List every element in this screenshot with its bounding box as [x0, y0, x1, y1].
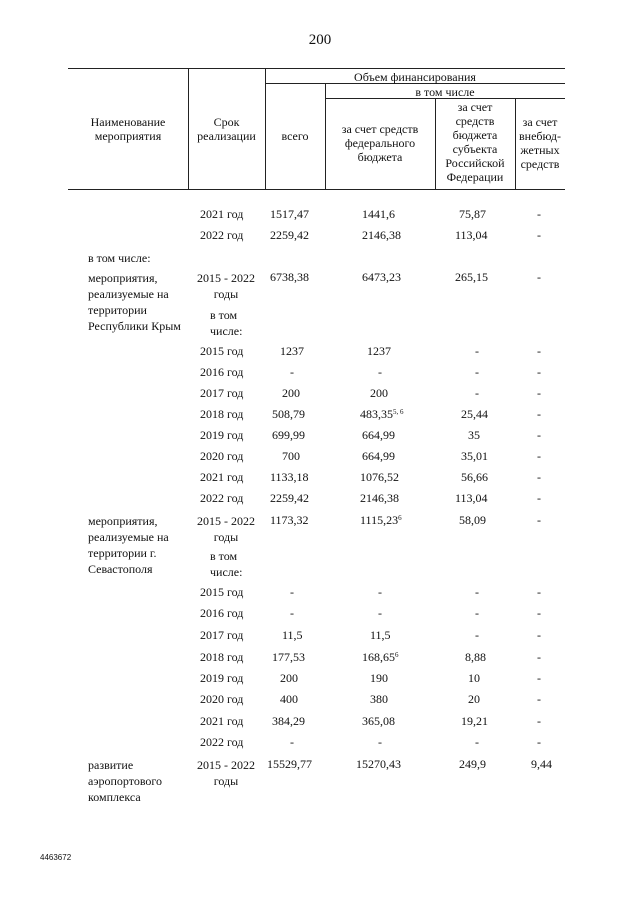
cell-federal [362, 650, 399, 665]
cell-extra: 9,44 [531, 757, 552, 771]
cell-extra: - [537, 650, 541, 664]
document-id: 4463672 [40, 853, 72, 862]
cell-extra: - [537, 365, 541, 379]
cell-federal: - [378, 365, 382, 379]
header-subject: за счет средств бюджета субъекта Российской Федерации [445, 100, 505, 184]
cell-period: 2022 год [200, 735, 244, 749]
cell-total: 2259,42 [270, 228, 309, 242]
cell-total: 1237 [280, 344, 304, 358]
cell-period: 2016 год [200, 365, 244, 379]
cell-total: 2259,42 [270, 491, 309, 505]
cell-subject: 19,21 [461, 714, 488, 728]
cell-total: 1133,18 [270, 470, 309, 484]
cell-extra: - [537, 228, 541, 242]
cell-period: 2022 год [200, 228, 244, 242]
cell-total: - [290, 735, 294, 749]
federal-value: 1115,23 [360, 513, 399, 527]
cell-subject: 8,88 [465, 650, 486, 664]
header-including: в том числе [415, 85, 475, 99]
cell-subject: - [475, 628, 479, 642]
header-total: всего [281, 129, 309, 143]
cell-period: 2021 год [200, 714, 244, 728]
cell-subject: - [475, 344, 479, 358]
cell-total: - [290, 365, 294, 379]
cell-federal: 1441,6 [362, 207, 395, 221]
cell-federal: 2146,38 [362, 228, 401, 242]
cell-extra: - [537, 428, 541, 442]
cell-federal: 1076,52 [360, 470, 399, 484]
cell-total: 400 [280, 692, 298, 706]
cell-total: 6738,38 [270, 270, 309, 284]
cell-total: 508,79 [272, 407, 305, 421]
cell-extra: - [537, 207, 541, 221]
cell-federal: - [378, 606, 382, 620]
cell-subject: 58,09 [459, 513, 486, 527]
header-volume: Объем финансирования [354, 70, 476, 84]
footnote-marker: 6 [395, 651, 399, 659]
cell-period: 2019 год [200, 428, 244, 442]
page-number: 200 [308, 32, 332, 48]
cell-period: 2019 год [200, 671, 244, 685]
cell-extra: - [537, 470, 541, 484]
cell-name: развитие аэропортового комплекса [88, 758, 163, 804]
cell-federal: 2146,38 [360, 491, 399, 505]
cell-total: 177,53 [272, 650, 305, 664]
header-period: Срок реализации [197, 115, 256, 143]
cell-period: 2020 год [200, 692, 244, 706]
cell-subject: 35,01 [461, 449, 488, 463]
cell-period: 2018 год [200, 407, 244, 421]
cell-federal [360, 407, 404, 422]
header-federal: за счет средств федерального бюджета [341, 122, 419, 164]
cell-extra: - [537, 585, 541, 599]
cell-period: в том числе: [210, 308, 243, 338]
cell-extra: - [537, 628, 541, 642]
cell-extra: - [537, 449, 541, 463]
cell-extra: - [537, 671, 541, 685]
cell-period: 2015 - 2022 годы [197, 514, 255, 544]
cell-total: 1173,32 [270, 513, 309, 527]
cell-subject: - [475, 386, 479, 400]
cell-federal: - [378, 735, 382, 749]
header-name: Наименование мероприятия [90, 115, 166, 143]
cell-subject: - [475, 585, 479, 599]
cell-extra: - [537, 270, 541, 284]
cell-total: 200 [280, 671, 298, 685]
cell-extra: - [537, 386, 541, 400]
cell-extra: - [537, 407, 541, 421]
cell-extra: - [537, 344, 541, 358]
cell-subject: 10 [468, 671, 480, 685]
cell-name: мероприятия, реализуемые на территории Республики Крым [88, 271, 181, 333]
cell-federal: - [378, 585, 382, 599]
cell-federal: 664,99 [362, 449, 395, 463]
cell-subject: 75,87 [459, 207, 486, 221]
cell-period: 2020 год [200, 449, 244, 463]
cell-subject: 113,04 [455, 491, 488, 505]
footnote-marker: 5, 6 [393, 408, 404, 416]
cell-period: 2017 год [200, 628, 244, 642]
cell-name: мероприятия, реализуемые на территории г. Севастополя [88, 514, 169, 576]
footnote-marker: 6 [398, 514, 402, 522]
cell-total: - [290, 585, 294, 599]
cell-total: 700 [282, 449, 300, 463]
cell-federal: 11,5 [370, 628, 391, 642]
cell-federal: 6473,23 [362, 270, 401, 284]
cell-federal: 1237 [367, 344, 391, 358]
cell-total: 384,29 [272, 714, 305, 728]
cell-period: 2016 год [200, 606, 244, 620]
cell-subject: 56,66 [461, 470, 488, 484]
cell-period: 2015 год [200, 344, 244, 358]
cell-federal: 365,08 [362, 714, 395, 728]
cell-federal [360, 513, 402, 528]
cell-federal: 200 [370, 386, 388, 400]
cell-subject: 265,15 [455, 270, 488, 284]
cell-period: 2021 год [200, 207, 244, 221]
cell-period: 2015 - 2022 годы [197, 271, 255, 301]
cell-total: 1517,47 [270, 207, 309, 221]
cell-period: 2022 год [200, 491, 244, 505]
cell-period: 2021 год [200, 470, 244, 484]
cell-subject: 25,44 [461, 407, 488, 421]
cell-extra: - [537, 735, 541, 749]
cell-subject: - [475, 735, 479, 749]
cell-extra: - [537, 491, 541, 505]
cell-federal: 664,99 [362, 428, 395, 442]
cell-total: 11,5 [282, 628, 303, 642]
header-extra: за счет внебюд- жетных средств [519, 115, 561, 171]
cell-total: 699,99 [272, 428, 305, 442]
cell-period: 2017 год [200, 386, 244, 400]
cell-subject: - [475, 606, 479, 620]
cell-subject: 20 [468, 692, 480, 706]
cell-period: 2018 год [200, 650, 244, 664]
cell-period: 2015 год [200, 585, 244, 599]
cell-subject: 113,04 [455, 228, 488, 242]
cell-federal: 190 [370, 671, 388, 685]
cell-name: в том числе: [88, 251, 151, 265]
cell-subject: 249,9 [459, 757, 486, 771]
cell-extra: - [537, 692, 541, 706]
cell-federal: 380 [370, 692, 388, 706]
cell-period: в том числе: [210, 549, 243, 579]
cell-period: 2015 - 2022 годы [197, 758, 255, 788]
federal-value: 483,35 [360, 407, 393, 421]
cell-total: 15529,77 [267, 757, 312, 771]
cell-subject: - [475, 365, 479, 379]
cell-total: 200 [282, 386, 300, 400]
cell-extra: - [537, 606, 541, 620]
cell-subject: 35 [468, 428, 480, 442]
federal-value: 168,65 [362, 650, 395, 664]
cell-extra: - [537, 513, 541, 527]
cell-total: - [290, 606, 294, 620]
cell-extra: - [537, 714, 541, 728]
cell-federal: 15270,43 [356, 757, 401, 771]
table-header [0, 0, 640, 200]
